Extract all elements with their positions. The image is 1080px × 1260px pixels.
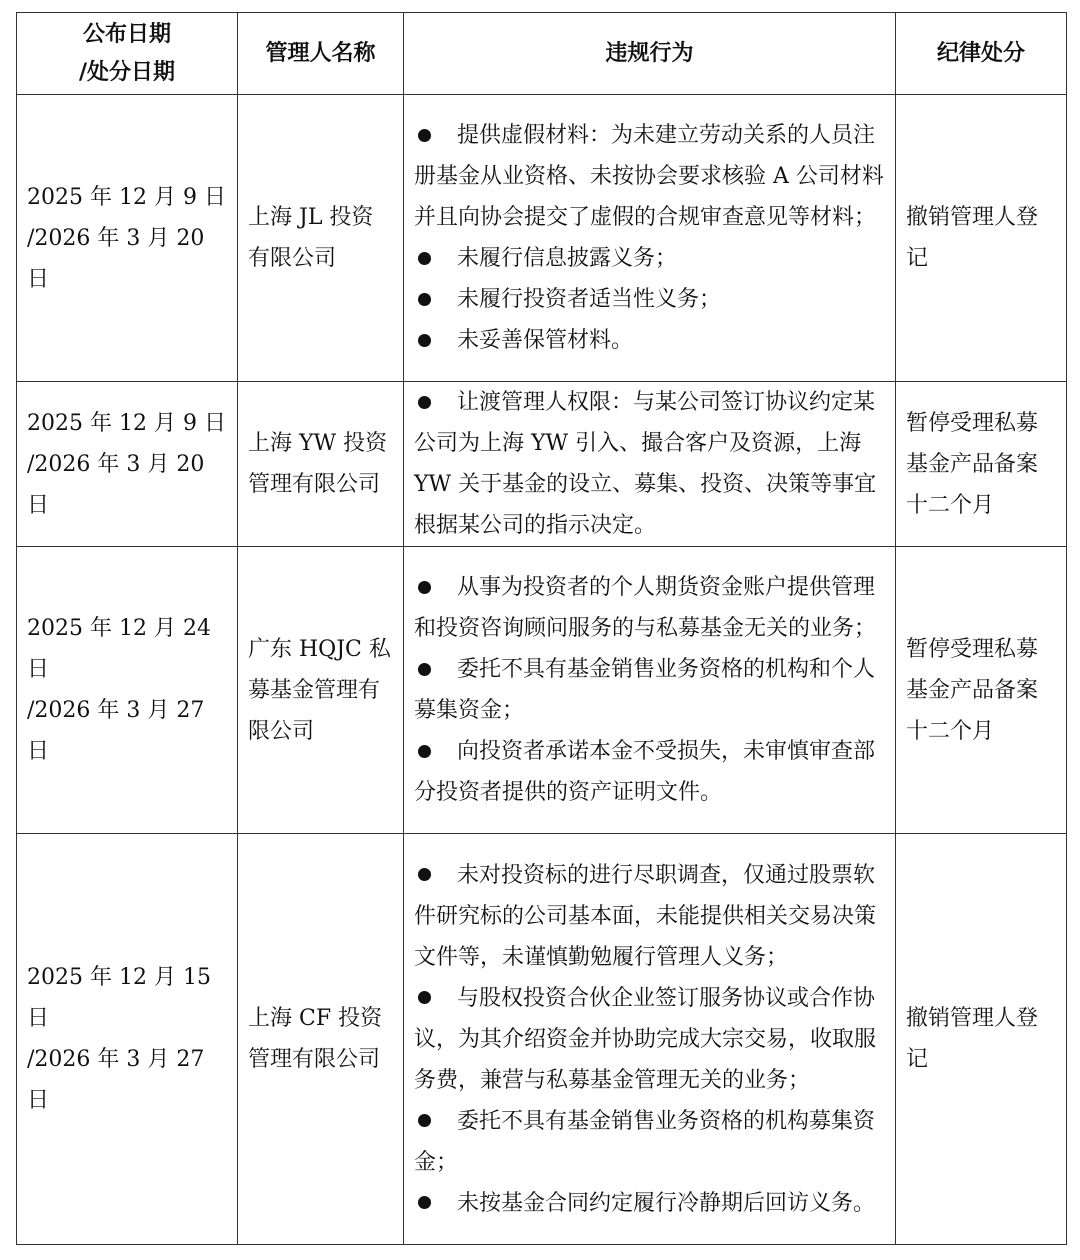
penalty-cell: 暂停受理私募基金产品备案十二个月 <box>896 382 1067 547</box>
table-row <box>17 547 1067 834</box>
penalty-cell: 撤销管理人登记 <box>896 834 1067 1245</box>
header-manager: 管理人名称 <box>238 13 404 95</box>
violation-item: 未履行信息披露义务； <box>414 238 885 279</box>
manager-cell: 上海 YW 投资管理有限公司 <box>238 382 404 547</box>
bullet-icon <box>418 868 431 881</box>
date-cell: 2025 年 12 月 15 日 /2026 年 3 月 27 日 <box>17 834 238 1245</box>
bullet-icon <box>418 745 431 758</box>
bullet-icon <box>418 293 431 306</box>
table-row <box>17 834 1067 1245</box>
violation-item: 委托不具有基金销售业务资格的机构募集资金； <box>414 1108 876 1175</box>
penalty-cell: 暂停受理私募基金产品备案十二个月 <box>896 547 1067 834</box>
header-penalty: 纪律处分 <box>896 13 1067 95</box>
violation-item: 提供虚假材料：为未建立劳动关系的人员注册基金从业资格、未按协会要求核验 A 公司材料并且向协会提交了虚假的合规审查意见等材料； <box>414 123 884 230</box>
bullet-icon <box>418 1114 431 1127</box>
violation-item: 向投资者承诺本金不受损失，未审慎审查部分投资者提供的资产证明文件。 <box>414 739 876 805</box>
bullet-icon <box>418 396 431 409</box>
penalty-cell: 撤销管理人登记 <box>896 95 1067 382</box>
violation-item: 从事为投资者的个人期货资金账户提供管理和投资咨询顾问服务的与私募基金无关的业务； <box>414 575 877 641</box>
bullet-icon <box>418 581 431 594</box>
violation-item: 让渡管理人权限：与某公司签订协议约定某公司为上海 YW 引入、撮合客户及资源，上海 YW 关于基金的设立、募集、投资、决策等事宜根据某公司的指示决定。 <box>414 390 877 538</box>
date-cell: 2025 年 12 月 24 日 /2026 年 3 月 27 日 <box>17 547 238 834</box>
violation-item: 未履行投资者适当性义务； <box>414 279 885 320</box>
bullet-icon <box>418 334 431 347</box>
penalty-table <box>16 12 1067 1245</box>
manager-cell: 上海 JL 投资有限公司 <box>238 95 404 382</box>
date-cell: 2025 年 12 月 9 日 /2026 年 3 月 20 日 <box>17 95 238 382</box>
table-row <box>17 382 1067 547</box>
table-row <box>17 95 1067 382</box>
bullet-icon <box>418 991 431 1004</box>
header-row <box>17 13 1067 95</box>
violation-item: 未按基金合同约定履行冷静期后回访义务。 <box>414 1183 885 1224</box>
bullet-icon <box>418 129 431 142</box>
manager-cell: 上海 CF 投资管理有限公司 <box>238 834 404 1245</box>
violation-cell <box>404 547 896 834</box>
violation-item: 未对投资标的进行尽职调查，仅通过股票软件研究标的公司基本面，未能提供相关交易决策文件等，未谨慎勤勉履行管理人义务； <box>414 862 877 970</box>
violation-cell <box>404 834 896 1245</box>
violation-item: 与股权投资合伙企业签订服务协议或合作协议，为其介绍资金并协助完成大宗交易，收取服务费，兼营与私募基金管理无关的业务； <box>414 985 877 1093</box>
manager-cell: 广东 HQJC 私募基金管理有限公司 <box>238 547 404 834</box>
bullet-icon <box>418 663 431 676</box>
header-date: 公布日期 /处分日期 <box>17 13 238 95</box>
violation-cell <box>404 382 896 547</box>
violation-item: 委托不具有基金销售业务资格的机构和个人募集资金； <box>414 657 876 723</box>
bullet-icon <box>418 252 431 265</box>
header-violation: 违规行为 <box>404 13 896 95</box>
date-cell: 2025 年 12 月 9 日 /2026 年 3 月 20 日 <box>17 382 238 547</box>
violation-item: 未妥善保管材料。 <box>414 320 885 361</box>
bullet-icon <box>418 1196 431 1209</box>
violation-cell <box>404 95 896 382</box>
